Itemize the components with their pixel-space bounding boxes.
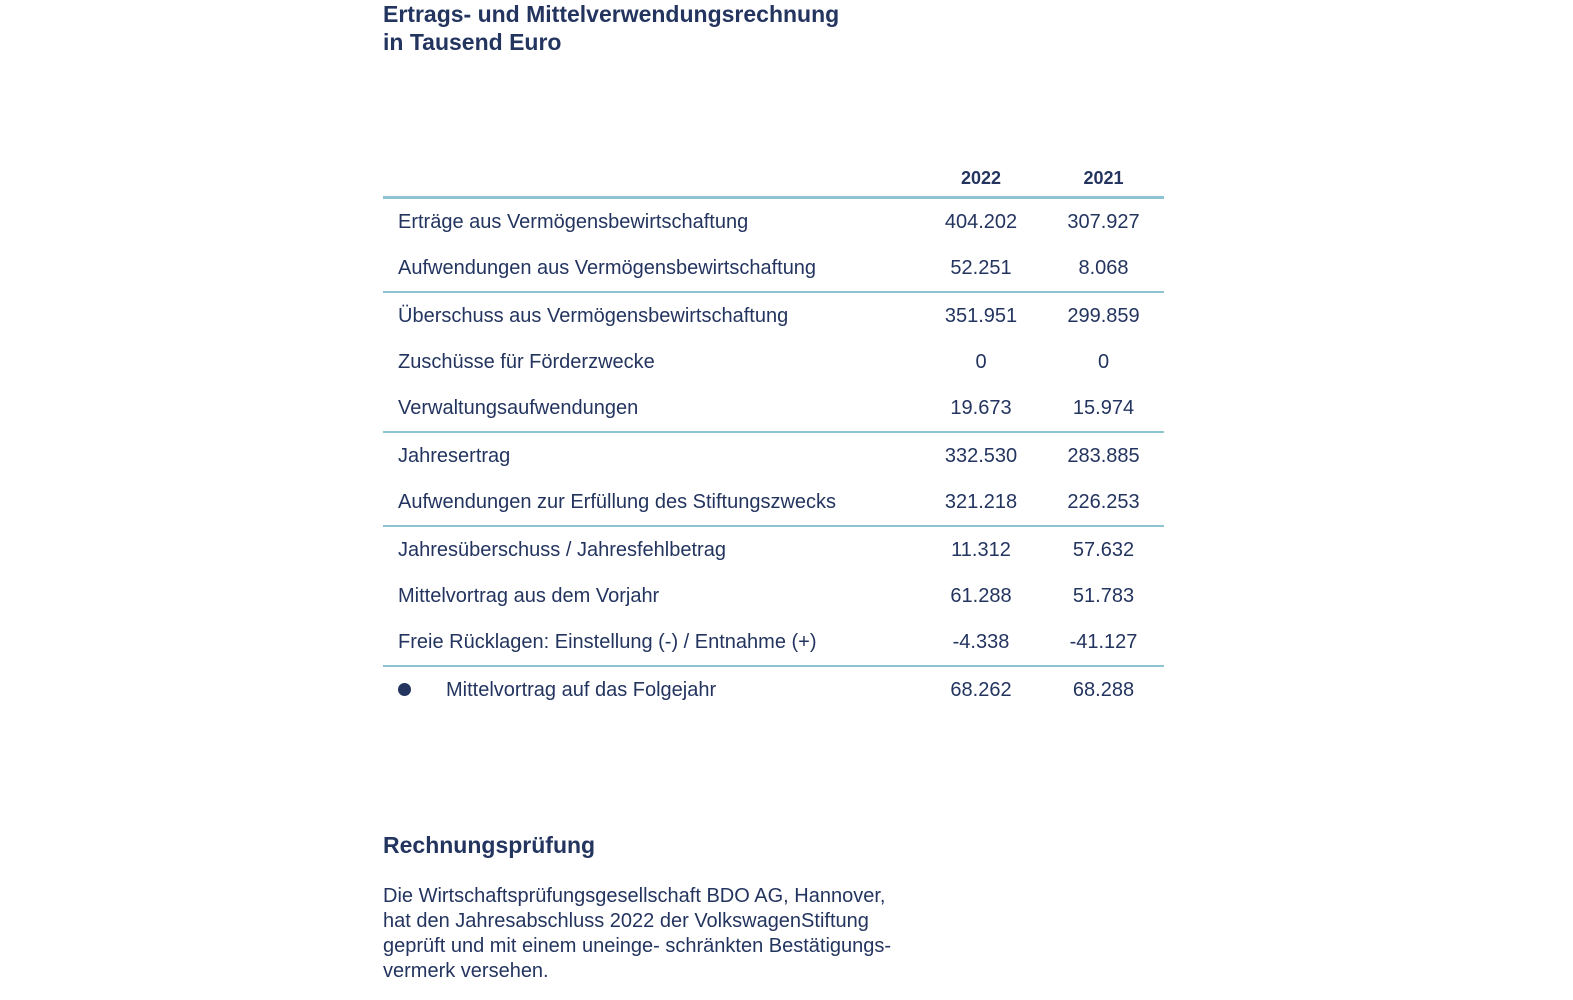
value-2021: 226.253 [1043, 479, 1164, 526]
row-label: Aufwendungen zur Erfüllung des Stiftungszwecks [383, 479, 919, 526]
table-row [383, 432, 1164, 479]
row-label: Mittelvortrag aus dem Vorjahr [398, 584, 660, 607]
table-row [383, 385, 1164, 432]
value-2021: -41.127 [1043, 619, 1164, 666]
row-label: Freie Rücklagen: Einstellung (-) / Entnahme (+) [383, 619, 919, 666]
page-title [383, 0, 903, 56]
value-2021: 57.632 [1072, 538, 1135, 561]
value-2021: 51.783 [1072, 584, 1135, 607]
audit-line: hat den Jahresabschluss 2022 der VolkswagenStiftung [383, 910, 869, 932]
column-header-label [383, 160, 919, 198]
column-header-2021: 2021 [1043, 160, 1164, 198]
table-row [383, 339, 1164, 385]
page-title-line-2: in Tausend Euro [383, 29, 562, 55]
value-2022: 68.262 [950, 678, 1012, 701]
column-header-2022: 2022 [919, 160, 1043, 198]
row-label: Jahresüberschuss / Jahresfehlbetrag [398, 538, 726, 561]
row-label-total [383, 666, 919, 713]
row-label: Aufwendungen aus Vermögensbewirtschaftung [383, 245, 919, 292]
table-row [383, 479, 1164, 526]
table-row [383, 245, 1164, 292]
table-row [383, 526, 1164, 573]
value-2022: 332.530 [944, 444, 1018, 467]
table-row [383, 619, 1164, 666]
table-row [383, 292, 1164, 339]
value-2021: 283.885 [1067, 444, 1140, 467]
value-2021: 0 [1097, 350, 1110, 373]
table-row [383, 573, 1164, 619]
row-label-text: Mittelvortrag auf das Folgejahr [446, 678, 717, 701]
value-2021: 307.927 [1067, 210, 1140, 233]
row-label: Zuschüsse für Förderzwecke [398, 350, 655, 373]
value-2021: 68.288 [1072, 678, 1135, 701]
table-header-row [383, 160, 1164, 198]
value-2021: 15.974 [1043, 385, 1164, 432]
table-row [383, 198, 1164, 246]
value-2022: 404.202 [944, 210, 1018, 233]
income-statement-table [383, 160, 1164, 713]
value-2022: 351.951 [944, 304, 1018, 327]
audit-line: Die Wirtschaftsprüfungsgesellschaft BDO AG, Hannover, [383, 885, 886, 907]
value-2021: 8.068 [1043, 245, 1164, 292]
audit-heading: Rechnungsprüfung [383, 832, 596, 858]
row-label: Jahresertrag [398, 444, 511, 467]
row-label: Erträge aus Vermögensbewirtschaftung [398, 210, 749, 233]
audit-paragraph [383, 884, 923, 984]
value-2022: -4.338 [919, 619, 1043, 666]
value-2022: 321.218 [919, 479, 1043, 526]
value-2022: 0 [975, 350, 987, 373]
row-label: Überschuss aus Vermögensbewirtschaftung [398, 304, 789, 327]
page-title-line-1: Ertrags- und Mittelverwendungsrechnung [383, 1, 840, 27]
audit-line: vermerk versehen. [383, 960, 549, 982]
audit-line: geprüft und mit einem uneinge- schränkten Bestätigungs- [383, 935, 892, 957]
table-row-total [383, 666, 1164, 713]
value-2021: 299.859 [1067, 304, 1140, 327]
bullet-icon [398, 683, 411, 696]
value-2022: 11.312 [951, 538, 1011, 561]
value-2022: 52.251 [919, 245, 1043, 292]
value-2022: 61.288 [950, 584, 1012, 607]
value-2022: 19.673 [919, 385, 1043, 432]
row-label: Verwaltungsaufwendungen [383, 385, 919, 432]
